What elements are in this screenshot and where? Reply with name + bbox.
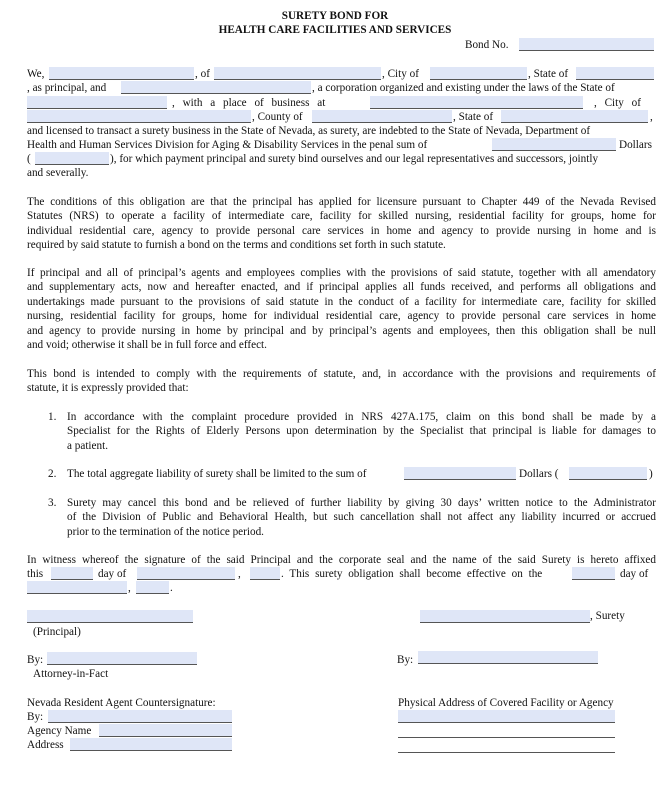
item-3-line: prior to the termination of the notice period. (67, 525, 264, 538)
physical-address-label: Physical Address of Covered Facility or Agency (398, 697, 614, 709)
witness-comma-2: , (128, 582, 131, 594)
item-2-text: The total aggregate liability of surety shall be limited to the sum of (67, 468, 367, 480)
physical-address-line-2[interactable] (398, 737, 615, 738)
surety-name-signature-field[interactable] (420, 610, 590, 623)
dollars-label: Dollars (619, 139, 652, 151)
attorney-in-fact-label: Attorney-in-Fact (33, 668, 109, 680)
conditions-line: required by said statute to furnish a bond on the terms and conditions set forth in such statute. (27, 239, 446, 252)
principal-label: (Principal) (33, 626, 81, 638)
title-line-2: HEALTH CARE FACILITIES AND SERVICES (218, 24, 452, 36)
effective-month-field[interactable] (27, 581, 127, 594)
witness-comma: , (238, 568, 241, 580)
witness-line: In witness whereof the signature of the said Principal and the corporate seal and the name of the said Surety is hereto affixed (27, 554, 656, 566)
item-3-number: 3. (48, 497, 57, 509)
compliance-line: and agency to provide nursing in home by principal and by principal’s agents and employees, then this obligation shall be null (27, 324, 656, 337)
state-of-label: , State of (528, 68, 569, 80)
witness-this: this (27, 568, 44, 580)
principal-state-field[interactable] (576, 67, 654, 80)
witness-year-field[interactable] (250, 567, 280, 580)
county-of-label: , County of (252, 111, 303, 123)
corporation-label: , a corporation organized and existing under the laws of the State of (312, 82, 615, 94)
principal-of-field[interactable] (214, 67, 381, 80)
bond-no-label: Bond No. (465, 39, 509, 51)
by-right-signature-field[interactable] (418, 651, 598, 664)
by-left-label: By: (27, 654, 44, 666)
compliance-line: undertakings made pursuant to the provisions of said statute in the conduct of a facility for intermediate care, facility for skilled (27, 295, 656, 308)
witness-day-field[interactable] (51, 567, 93, 580)
compliance-line: nursing, residential facility for groups, home for individual residential care, agency to provide personal care services in home (27, 310, 656, 323)
physical-address-line-3[interactable] (398, 752, 615, 753)
witness-day-of-2: day of (620, 568, 649, 580)
conditions-line: The conditions of this obligation are that the principal has applied for licensure pursuant to Chapter 449 of the Nevada Revised (27, 196, 656, 208)
conditions-paragraph (27, 195, 656, 253)
agent-signature-field[interactable] (48, 710, 232, 723)
with-place-label: , with a place of business at (172, 97, 326, 109)
witness-day-of: day of (98, 568, 127, 580)
surety-label: , Surety (590, 610, 625, 622)
surety-name-field[interactable] (121, 81, 311, 94)
principal-city-field[interactable] (430, 67, 527, 80)
conditions-line: individual residential care, agency to provide personal care services in home and agency to provide nursing in home and is (27, 224, 656, 237)
bond-no-field[interactable] (519, 38, 654, 51)
as-principal-label: , as principal, and (27, 82, 107, 94)
severally-text: and severally. (27, 167, 89, 179)
item-2-close-paren: ) (649, 468, 653, 480)
business-county-field[interactable] (312, 110, 452, 123)
effective-day-field[interactable] (572, 567, 615, 580)
witness-month-field[interactable] (137, 567, 235, 580)
payment-text: ), for which payment principal and surety bind ourselves and our legal representatives and successors, jointly (110, 153, 599, 165)
principal-signature-field[interactable] (27, 610, 193, 623)
conditions-line: Statutes (NRS) to operate a facility of intermediate care, facility for skilled nursing, residential facility for groups, home for (27, 210, 656, 223)
business-state-field[interactable] (501, 110, 648, 123)
by-agent-label: By: (27, 711, 44, 723)
compliance-line: and void; otherwise it shall be in full force and effect. (27, 339, 267, 352)
compliance-line: and supplementary acts, now and hereafter enacted, and if principal applies all funds received, and performs all obligations and (27, 281, 656, 294)
licensed-line-2: Health and Human Services Division for Aging & Disability Services in the penal sum of (27, 139, 428, 151)
address-label: Address (27, 739, 64, 751)
compliance-paragraph (27, 266, 656, 352)
aggregate-liability-words-field[interactable] (404, 467, 516, 480)
business-city-field[interactable] (27, 110, 251, 123)
intent-line: statute, it is expressly provided that: (27, 382, 189, 395)
item-3-text (67, 496, 656, 539)
principal-name-field[interactable] (49, 67, 194, 80)
state-of-2-label: , State of (453, 111, 494, 123)
city-of-label: , City of (382, 68, 419, 80)
item-1-line: Specialist for the Rights of Elderly Persons upon determination by the Specialist that principal is liable for damages to (67, 425, 656, 438)
effective-year-field[interactable] (136, 581, 169, 594)
title-line-1: SURETY BOND FOR (281, 10, 389, 22)
item-3-line: of the Division of Public and Behavioral Health, but such cancellation shall not affect any liability incurred or accrued (67, 511, 656, 524)
aggregate-liability-number-field[interactable] (569, 467, 647, 480)
item-1-line: In accordance with the complaint procedure provided in NRS 427A.175, claim on this bond shall be made by a (67, 411, 656, 423)
intent-line: This bond is intended to comply with the requirements of statute, and, in accordance with the provisions and requirements of (27, 368, 656, 380)
agency-address-field[interactable] (70, 738, 232, 751)
item-1-text (67, 410, 656, 453)
item-2-dollars-label: Dollars ( (519, 468, 559, 480)
witness-paragraph (27, 553, 656, 567)
compliance-line: If principal and all of principal’s agents and employees complies with the provisions of said statute, together with all amendatory (27, 267, 656, 279)
of-label: , of (195, 68, 210, 80)
item-2-number: 2. (48, 468, 57, 480)
witness-period: . (170, 582, 173, 594)
item-1-line: a patient. (67, 439, 109, 452)
agency-name-label: Agency Name (27, 725, 92, 737)
we-label: We, (27, 68, 45, 80)
penal-sum-words-field[interactable] (492, 138, 616, 151)
comma-mark: , (650, 111, 653, 123)
by-left-signature-field[interactable] (47, 652, 197, 665)
item-1-number: 1. (48, 411, 57, 423)
agency-name-field[interactable] (99, 724, 232, 737)
witness-effective: . This surety obligation shall become effective on the (281, 568, 543, 580)
penal-sum-number-field[interactable] (35, 152, 109, 165)
physical-address-line-1-field[interactable] (398, 710, 615, 723)
nevada-agent-label: Nevada Resident Agent Countersignature: (27, 697, 216, 709)
item-3-line: Surety may cancel this bond and be relieved of further liability by giving 30 days’ written notice to the Administrator (67, 497, 656, 509)
business-address-field[interactable] (370, 96, 583, 109)
licensed-line-1: and licensed to transact a surety business in the State of Nevada, as surety, are indebted to the State of Nevada, Department of (27, 125, 591, 137)
city-of-2-label: , City of (594, 97, 641, 109)
corporation-state-field[interactable] (27, 96, 167, 109)
paren-open: ( (27, 153, 31, 165)
by-right-label: By: (397, 654, 414, 666)
intent-paragraph (27, 367, 656, 396)
